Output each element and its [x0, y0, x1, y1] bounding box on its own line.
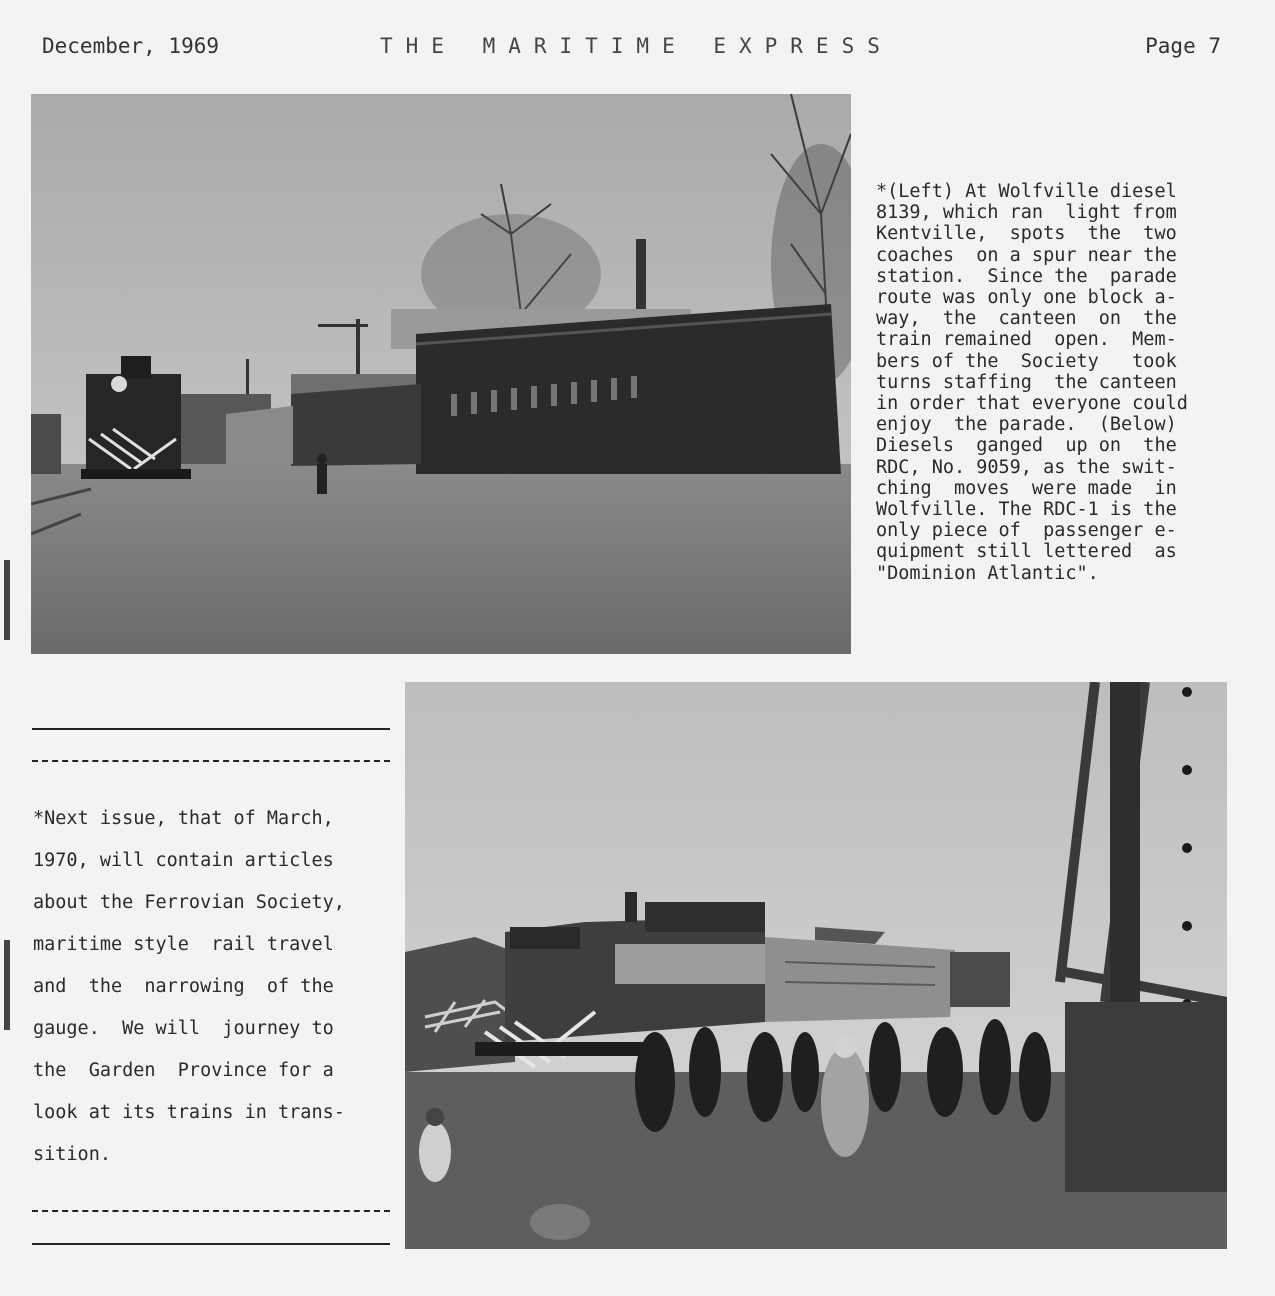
caption-line: 8139, which ran light from: [876, 202, 1177, 224]
caption-line: only piece of passenger e-: [876, 520, 1177, 542]
note-line: gauge. We will journey to: [33, 1018, 334, 1039]
binding-staple: [4, 940, 10, 1030]
caption-line: coaches on a spur near the: [876, 244, 1177, 266]
caption-line: Kentville, spots the two: [876, 223, 1177, 245]
caption-line: train remained open. Mem-: [876, 329, 1177, 351]
caption-line: station. Since the parade: [876, 265, 1177, 287]
note-line: the Garden Province for a: [33, 1060, 334, 1081]
caption-line: route was only one block a-: [876, 287, 1177, 309]
note-line: sition.: [33, 1144, 111, 1165]
top-photo-caption: [876, 181, 1222, 584]
binding-staple: [4, 560, 10, 640]
caption-line: in order that everyone could: [876, 393, 1188, 415]
caption-line: "Dominion Atlantic".: [876, 562, 1099, 584]
divider-rule: [32, 760, 390, 762]
note-line: and the narrowing of the: [33, 976, 334, 997]
next-issue-note: [33, 798, 383, 1176]
caption-line: turns staffing the canteen: [876, 371, 1177, 393]
caption-line: quipment still lettered as: [876, 541, 1177, 563]
note-line: about the Ferrovian Society,: [33, 892, 345, 913]
note-line: 1970, will contain articles: [33, 850, 334, 871]
caption-line: Diesels ganged up on the: [876, 435, 1177, 457]
divider-rule: [32, 1243, 390, 1245]
caption-line: bers of the Society took: [876, 350, 1177, 372]
divider-rule: [32, 728, 390, 730]
divider-rule: [32, 1210, 390, 1212]
caption-line: *(Left) At Wolfville diesel: [876, 181, 1177, 202]
page-number: Page 7: [1145, 34, 1221, 58]
caption-line: RDC, No. 9059, as the swit-: [876, 456, 1177, 478]
note-line: maritime style rail travel: [33, 934, 334, 955]
photo-diesels-ganged-rdc: [405, 682, 1227, 1249]
caption-line: enjoy the parade. (Below): [876, 414, 1177, 436]
note-line: look at its trains in trans-: [33, 1102, 345, 1123]
caption-line: ching moves were made in: [876, 477, 1177, 499]
caption-line: way, the canteen on the: [876, 308, 1177, 330]
note-line: *Next issue, that of March,: [33, 808, 334, 829]
photo-wolfville-diesel-coaches: [31, 94, 851, 654]
caption-line: Wolfville. The RDC-1 is the: [876, 499, 1177, 521]
issue-date: December, 1969: [42, 34, 220, 58]
publication-title: THE MARITIME EXPRESS: [380, 34, 893, 58]
